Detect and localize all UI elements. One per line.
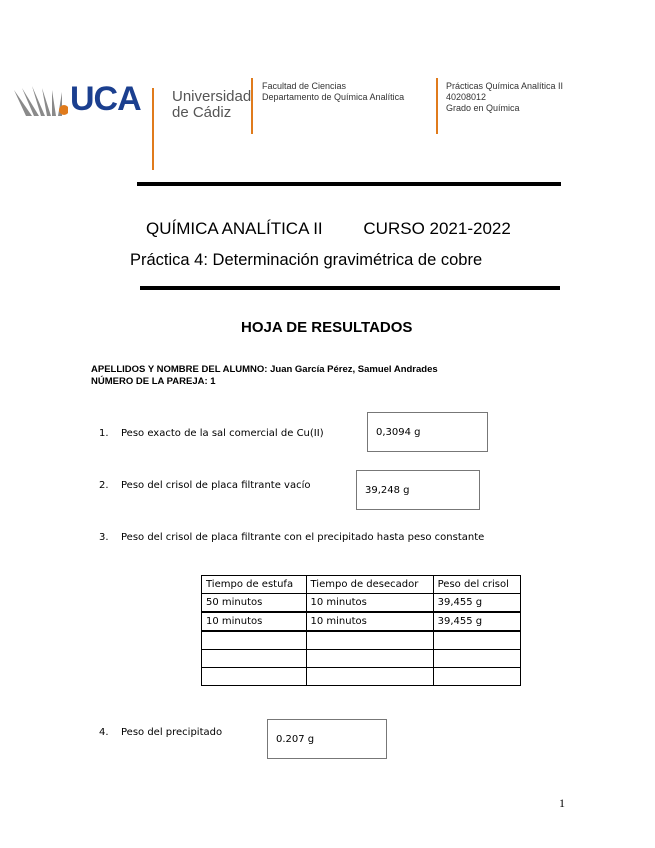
table-cell[interactable] (306, 631, 433, 650)
table-header-row (202, 576, 521, 594)
student-info (91, 364, 438, 388)
table-cell[interactable]: 10 minutos (202, 612, 307, 631)
table-row (202, 612, 521, 631)
faculty-name: Facultad de Ciencias (262, 81, 347, 91)
answer-box-1[interactable]: 0,3094 g (367, 412, 488, 452)
course-info (446, 81, 563, 114)
table-cell[interactable]: 39,455 g (433, 612, 520, 631)
table-cell[interactable]: 10 minutos (306, 594, 433, 613)
course-code: 40208012 (446, 92, 487, 102)
table-row (202, 668, 521, 686)
question-1: 1. Peso exacto de la sal comercial de Cu(II) (99, 428, 324, 439)
practice-title: Práctica 4: Determinación gravimétrica de cobre (130, 251, 483, 269)
header-divider (436, 78, 438, 134)
table-cell[interactable]: 10 minutos (306, 612, 433, 631)
course-year: CURSO 2021-2022 (363, 219, 511, 238)
table-cell[interactable] (202, 631, 307, 650)
question-3: 3. Peso del crisol de placa filtrante con el precipitado hasta peso constante (99, 532, 485, 543)
page-number: 1 (559, 796, 565, 810)
department-name: Departamento de Química Analítica (262, 92, 405, 102)
table-cell[interactable] (433, 668, 520, 686)
table-cell[interactable] (202, 650, 307, 668)
title-bottom-rule (140, 286, 560, 290)
title-top-rule (137, 182, 561, 186)
uca-logo (12, 80, 262, 124)
logo-university-name: Universidad de Cádiz (172, 88, 252, 121)
table-header: Tiempo de estufa (202, 576, 307, 594)
question-2: 2. Peso del crisol de placa filtrante vacío (99, 480, 311, 491)
student-names: APELLIDOS Y NOMBRE DEL ALUMNO: Juan García Pérez, Samuel Andrades (91, 364, 438, 375)
section-title: HOJA DE RESULTADOS (241, 319, 413, 336)
table-cell[interactable] (306, 650, 433, 668)
question-4: 4. Peso del precipitado (99, 727, 223, 738)
table-cell[interactable] (306, 668, 433, 686)
university-emblem-icon (12, 84, 68, 120)
table-cell[interactable] (433, 631, 520, 650)
table-header: Tiempo de desecador (306, 576, 433, 594)
header-divider (251, 78, 253, 134)
subject-title: QUÍMICA ANALÍTICA II (146, 219, 323, 238)
pair-number: NÚMERO DE LA PAREJA: 1 (91, 376, 216, 387)
degree-name: Grado en Química (446, 103, 520, 113)
table-cell[interactable] (202, 668, 307, 686)
table-row (202, 594, 521, 613)
answer-box-4[interactable]: 0.207 g (267, 719, 387, 759)
answer-box-2[interactable]: 39,248 g (356, 470, 480, 510)
course-name: Prácticas Química Analítica II (446, 81, 564, 91)
table-row (202, 650, 521, 668)
header-divider (152, 88, 154, 170)
table-header: Peso del crisol (433, 576, 520, 594)
page-title (146, 219, 511, 239)
table-cell[interactable] (433, 650, 520, 668)
table-cell[interactable]: 50 minutos (202, 594, 307, 613)
table-cell[interactable]: 39,455 g (433, 594, 520, 613)
table-row (202, 631, 521, 650)
logo-brand: UCA (70, 80, 141, 118)
faculty-info (262, 81, 404, 103)
results-table (201, 575, 521, 686)
